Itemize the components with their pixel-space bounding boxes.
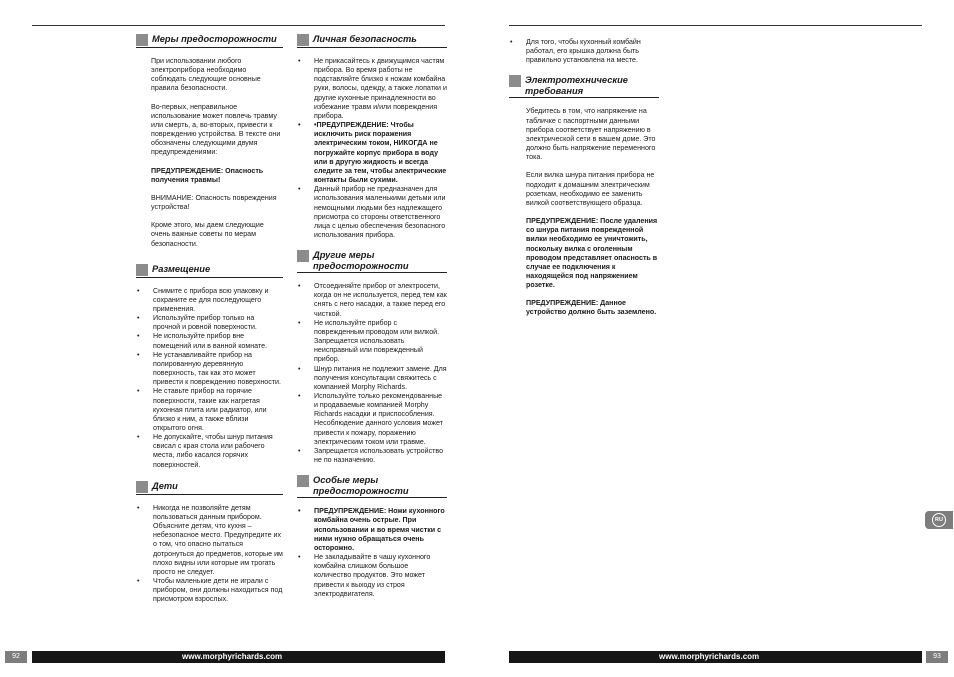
heading-marker xyxy=(297,475,309,487)
bullet-list xyxy=(509,38,659,65)
section-special-precautions xyxy=(297,475,447,599)
list-item: • Не устанавливайте прибор на полированную деревянную поверхность, так как это может привести к повреждению поверхности. xyxy=(136,351,283,388)
top-rule-right xyxy=(509,25,922,26)
list-item: • Не ставьте прибор на горячие поверхности, такие как нагретая кухонная плита или радиатор, или близко к ним, а также вблизи открытого огня. xyxy=(136,387,283,433)
list-item: • Шнур питания не подлежит замене. Для получения консультации свяжитесь с компанией Morphy Richards. xyxy=(297,365,447,392)
section-heading xyxy=(297,250,447,273)
bullet-list xyxy=(297,507,447,599)
list-item: • Данный прибор не предназначен для использования маленькими детьми или немощными людьми без надлежащего присмотра со стороны ответственного лица с целью обеспечения безопасного использования прибора. xyxy=(297,185,447,240)
page-number-right: 93 xyxy=(926,651,948,663)
warning-list-item: • •ПРЕДУПРЕЖДЕНИЕ: Чтобы исключить риск поражения электрическим током, НИКОГДА не погружайте корпус прибора в воду или в другую жидкость и всегда следите за тем, чтобы электрические контакты были сухими. xyxy=(297,121,447,185)
list-item: • Используйте только рекомендованные и продаваемые компанией Morphy Richards насадки и приспособления. Несоблюдение данного условия может привести к пожару, поражению электрическим током или травме. xyxy=(297,392,447,447)
section-title: Особые меры предосторожности xyxy=(313,475,409,496)
heading-marker xyxy=(136,34,148,46)
section-heading xyxy=(297,475,447,498)
bullet-list xyxy=(136,287,283,470)
section-heading xyxy=(136,264,283,278)
top-rule-left xyxy=(32,25,445,26)
list-item: • Используйте прибор только на прочной и ровной поверхности. xyxy=(136,314,283,332)
warning-list-item: • ПРЕДУПРЕЖДЕНИЕ: Ножи кухонного комбайна очень острые. При использовании и во время чистки с ними нужно обращаться очень осторожно. xyxy=(297,507,447,553)
paragraph: Если вилка шнура питания прибора не подходит к домашним электрическим розеткам, необходимо ее заменить вилкой соответствующего образца. xyxy=(526,171,655,207)
section-title: Дети xyxy=(152,480,178,491)
section-children xyxy=(136,481,283,605)
page-number-left: 92 xyxy=(5,651,27,663)
paragraph: ВНИМАНИЕ: Опасность повреждения устройства! xyxy=(151,193,277,212)
section-heading xyxy=(136,34,283,48)
heading-marker xyxy=(297,34,309,46)
list-item: • Снимите с прибора всю упаковку и сохраните ее для последующего применения. xyxy=(136,287,283,314)
left-column-2 xyxy=(297,34,447,606)
section-title: Размещение xyxy=(152,263,211,274)
paragraph: При использовании любого электроприбора необходимо соблюдать следующие основные правила безопасности. xyxy=(151,57,261,93)
left-column-1 xyxy=(136,34,283,612)
section-electrical-requirements xyxy=(509,75,659,317)
list-item: • Не используйте прибор с поврежденным проводом или вилкой. Запрещается использовать неисправный или поврежденный прибор. xyxy=(297,319,447,365)
section-title: Другие меры предосторожности xyxy=(313,250,409,271)
section-placement xyxy=(136,264,283,470)
section-precautions xyxy=(136,34,283,249)
heading-marker xyxy=(509,75,521,87)
section-title: Электротехнические требования xyxy=(525,75,628,96)
section-other-precautions xyxy=(297,250,447,465)
bullet-list xyxy=(297,282,447,465)
section-heading xyxy=(509,75,659,98)
section-personal-safety xyxy=(297,34,447,240)
heading-marker xyxy=(136,481,148,493)
section-title: Меры предосторожности xyxy=(152,34,277,44)
paragraph: Во-первых, неправильное использование может повлечь травму или смерть, а, во-вторых, привести к повреждению устройства. В тексте они обозначены следующими двумя предупреждениями: xyxy=(151,102,281,157)
paragraph: Убедитесь в том, что напряжение на табличке с паспортными данными прибора соответствует напряжению в электрической сети в вашем доме. Это должно быть напряжение переменного тока. xyxy=(526,107,656,162)
list-item: • Никогда не позволяйте детям пользоваться данным прибором. Объясните детям, что кухня – небезопасное место. Предупредите их о том, что опасно пытаться дотронуться до предметов, которые им плохо видны или которые им трогать просто не следует. xyxy=(136,504,283,577)
language-tab-label: RU xyxy=(932,513,946,527)
list-item: • Не закладывайте в чашу кухонного комбайна слишком большое количество продуктов. Это может привести к выходу из строя электродвигателя. xyxy=(297,553,447,599)
list-item: • Не допускайте, чтобы шнур питания свисал с края стола или рабочего места, либо касался горячих поверхностей. xyxy=(136,433,283,470)
section-heading xyxy=(297,34,447,48)
language-tab xyxy=(925,511,953,529)
heading-marker xyxy=(136,264,148,276)
section-title: Личная безопасность xyxy=(313,34,417,44)
list-item: • Не прикасайтесь к движущимся частям прибора. Во время работы не подставляйте близко к ножам комбайна руки, волосы, одежду, а также лопатки и другие кухонные принадлежности во избежание травм и/или повреждения прибора. xyxy=(297,57,447,121)
bullet-list xyxy=(136,504,283,605)
footer-url[interactable]: www.morphyrichards.com xyxy=(182,652,283,661)
warning-paragraph: ПРЕДУПРЕЖДЕНИЕ: После удаления со шнура питания поврежденной вилки необходимо ее уничтожить, поскольку вилка с оголенным проводом представляет опасность в случае ее подключения к находящейся под напряжением розетке. xyxy=(526,217,658,290)
list-item: • Запрещается использовать устройство не по назначению. xyxy=(297,447,447,465)
bullet-list xyxy=(297,57,447,240)
section-heading xyxy=(136,481,283,495)
warning-paragraph: ПРЕДУПРЕЖДЕНИЕ: Опасность получения травмы! xyxy=(151,166,264,184)
footer-left xyxy=(32,651,445,663)
warning-paragraph: ПРЕДУПРЕЖДЕНИЕ: Данное устройство должно быть заземлено. xyxy=(526,299,657,317)
right-column-1 xyxy=(509,38,659,327)
list-item: • Отсоединяйте прибор от электросети, когда он не используется, перед тем как снять с него насадки, а также перед его чисткой. xyxy=(297,282,447,319)
footer-right xyxy=(509,651,922,663)
list-item: • Не используйте прибор вне помещений или в ванной комнате. xyxy=(136,332,283,350)
heading-marker xyxy=(297,250,309,262)
footer-url[interactable]: www.morphyrichards.com xyxy=(659,652,760,661)
paragraph: Кроме этого, мы даем следующие очень важные советы по мерам безопасности. xyxy=(151,221,264,248)
list-item: • Для того, чтобы кухонный комбайн работал, его крышка должна быть правильно установлена на месте. xyxy=(509,38,659,65)
list-item: • Чтобы маленькие дети не играли с прибором, они должны находиться под присмотром взрослых. xyxy=(136,577,283,604)
